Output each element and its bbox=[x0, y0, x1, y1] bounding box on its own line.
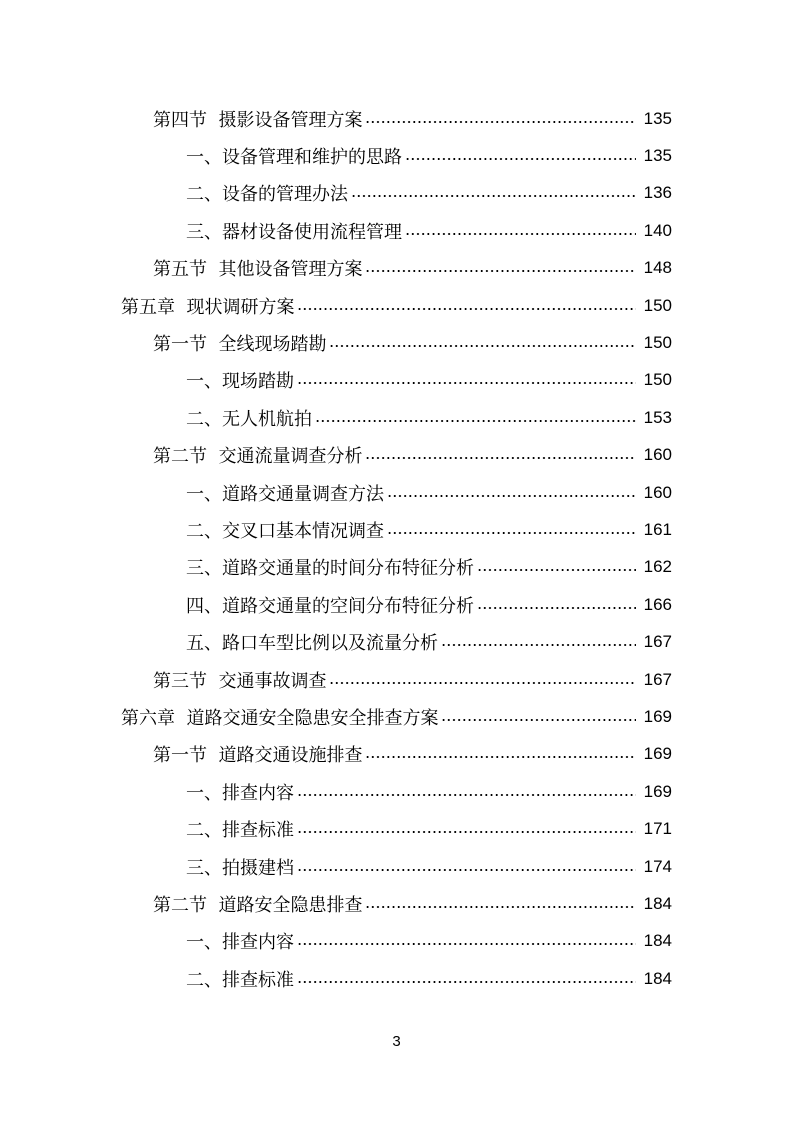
toc-entry-label: 第三节 交通事故调查 bbox=[153, 667, 329, 693]
toc-entry-page: 166 bbox=[636, 595, 672, 615]
toc-dot-leader bbox=[297, 823, 636, 841]
toc-entry-label: 一、排查内容 bbox=[186, 779, 297, 805]
toc-dot-leader bbox=[405, 150, 636, 168]
toc-entry[interactable] bbox=[0, 287, 793, 324]
toc-entry-label: 第二节 道路安全隐患排查 bbox=[153, 891, 365, 917]
toc-dot-leader bbox=[365, 449, 636, 467]
toc-entry-label: 二、无人机航拍 bbox=[186, 405, 315, 431]
toc-dot-leader bbox=[441, 711, 636, 729]
toc-entry[interactable] bbox=[0, 848, 793, 885]
toc-entry[interactable] bbox=[0, 773, 793, 810]
toc-entry-label: 第四节 摄影设备管理方案 bbox=[153, 106, 365, 132]
toc-dot-leader bbox=[297, 935, 636, 953]
toc-entry-label: 第六章 道路交通安全隐患安全排查方案 bbox=[121, 704, 441, 730]
toc-dot-leader bbox=[365, 748, 636, 766]
toc-entry-page: 153 bbox=[636, 408, 672, 428]
toc-entry-page: 171 bbox=[636, 819, 672, 839]
toc-entry-page: 135 bbox=[636, 146, 672, 166]
toc-entry[interactable] bbox=[0, 960, 793, 997]
toc-dot-leader bbox=[297, 374, 636, 392]
toc-entry-label: 一、设备管理和维护的思路 bbox=[186, 143, 405, 169]
toc-dot-leader bbox=[477, 599, 636, 617]
toc-entry-label: 一、道路交通量调查方法 bbox=[186, 480, 387, 506]
toc-entry-page: 150 bbox=[636, 333, 672, 353]
toc-dot-leader bbox=[297, 861, 636, 879]
toc-dot-leader bbox=[365, 898, 636, 916]
toc-entry-page: 160 bbox=[636, 445, 672, 465]
toc-entry[interactable] bbox=[0, 586, 793, 623]
toc-entry[interactable] bbox=[0, 100, 793, 137]
toc-entry-label: 第二节 交通流量调查分析 bbox=[153, 442, 365, 468]
toc-dot-leader bbox=[477, 561, 636, 579]
toc-entry-page: 140 bbox=[636, 221, 672, 241]
toc-entry-page: 167 bbox=[636, 632, 672, 652]
toc-entry[interactable] bbox=[0, 698, 793, 735]
toc-entry-page: 162 bbox=[636, 557, 672, 577]
toc-entry-label: 二、设备的管理办法 bbox=[186, 180, 351, 206]
toc-entry[interactable] bbox=[0, 399, 793, 436]
toc-entry-page: 150 bbox=[636, 370, 672, 390]
toc-entry-page: 184 bbox=[636, 894, 672, 914]
toc-entry[interactable] bbox=[0, 661, 793, 698]
toc-dot-leader bbox=[329, 674, 636, 692]
toc-dot-leader bbox=[387, 524, 636, 542]
toc-entry-page: 174 bbox=[636, 857, 672, 877]
toc-dot-leader bbox=[351, 187, 636, 205]
toc-dot-leader bbox=[297, 973, 636, 991]
toc-entry[interactable] bbox=[0, 885, 793, 922]
toc-entry-label: 三、器材设备使用流程管理 bbox=[186, 218, 405, 244]
toc-entry-page: 148 bbox=[636, 258, 672, 278]
toc-entry-page: 160 bbox=[636, 483, 672, 503]
toc-dot-leader bbox=[387, 487, 636, 505]
toc-dot-leader bbox=[329, 337, 636, 355]
toc-entry-label: 第五章 现状调研方案 bbox=[121, 293, 297, 319]
toc-dot-leader bbox=[405, 225, 636, 243]
toc-entry[interactable] bbox=[0, 511, 793, 548]
toc-entry-page: 167 bbox=[636, 670, 672, 690]
toc-entry-page: 184 bbox=[636, 931, 672, 951]
toc-entry-page: 184 bbox=[636, 969, 672, 989]
toc-dot-leader bbox=[365, 113, 636, 131]
toc-entry-label: 五、路口车型比例以及流量分析 bbox=[186, 629, 441, 655]
toc-dot-leader bbox=[441, 636, 636, 654]
toc-entry-label: 二、交叉口基本情况调查 bbox=[186, 517, 387, 543]
toc-entry-label: 二、排查标准 bbox=[186, 816, 297, 842]
toc-entry-page: 169 bbox=[636, 782, 672, 802]
toc-entry[interactable] bbox=[0, 437, 793, 474]
toc-entry-label: 三、拍摄建档 bbox=[186, 854, 297, 880]
toc-entry[interactable] bbox=[0, 250, 793, 287]
toc-entry[interactable] bbox=[0, 549, 793, 586]
toc-entry-page: 161 bbox=[636, 520, 672, 540]
page-number: 3 bbox=[392, 1033, 401, 1050]
toc-entry[interactable] bbox=[0, 137, 793, 174]
toc-entry[interactable] bbox=[0, 324, 793, 361]
toc-entry[interactable] bbox=[0, 175, 793, 212]
toc-dot-leader bbox=[297, 300, 636, 318]
toc-entry[interactable] bbox=[0, 474, 793, 511]
toc-entry-label: 一、现场踏勘 bbox=[186, 367, 297, 393]
toc-entry-label: 一、排查内容 bbox=[186, 928, 297, 954]
toc-entry[interactable] bbox=[0, 212, 793, 249]
toc-entry[interactable] bbox=[0, 362, 793, 399]
toc-entry-label: 二、排查标准 bbox=[186, 966, 297, 992]
toc-dot-leader bbox=[297, 786, 636, 804]
toc-dot-leader bbox=[365, 262, 636, 280]
toc-entry-page: 135 bbox=[636, 109, 672, 129]
toc-entry-label: 第一节 道路交通设施排查 bbox=[153, 741, 365, 767]
toc-entry-page: 169 bbox=[636, 744, 672, 764]
toc-entry[interactable] bbox=[0, 810, 793, 847]
toc-entry[interactable] bbox=[0, 923, 793, 960]
toc-dot-leader bbox=[315, 412, 636, 430]
toc-entry-page: 136 bbox=[636, 183, 672, 203]
toc-entry-label: 四、道路交通量的空间分布特征分析 bbox=[186, 592, 477, 618]
toc-entry[interactable] bbox=[0, 623, 793, 660]
toc-entry[interactable] bbox=[0, 736, 793, 773]
toc-entry-label: 第一节 全线现场踏勘 bbox=[153, 330, 329, 356]
table-of-contents bbox=[0, 100, 793, 997]
toc-entry-label: 第五节 其他设备管理方案 bbox=[153, 255, 365, 281]
toc-entry-page: 169 bbox=[636, 707, 672, 727]
toc-entry-label: 三、道路交通量的时间分布特征分析 bbox=[186, 554, 477, 580]
toc-entry-page: 150 bbox=[636, 296, 672, 316]
